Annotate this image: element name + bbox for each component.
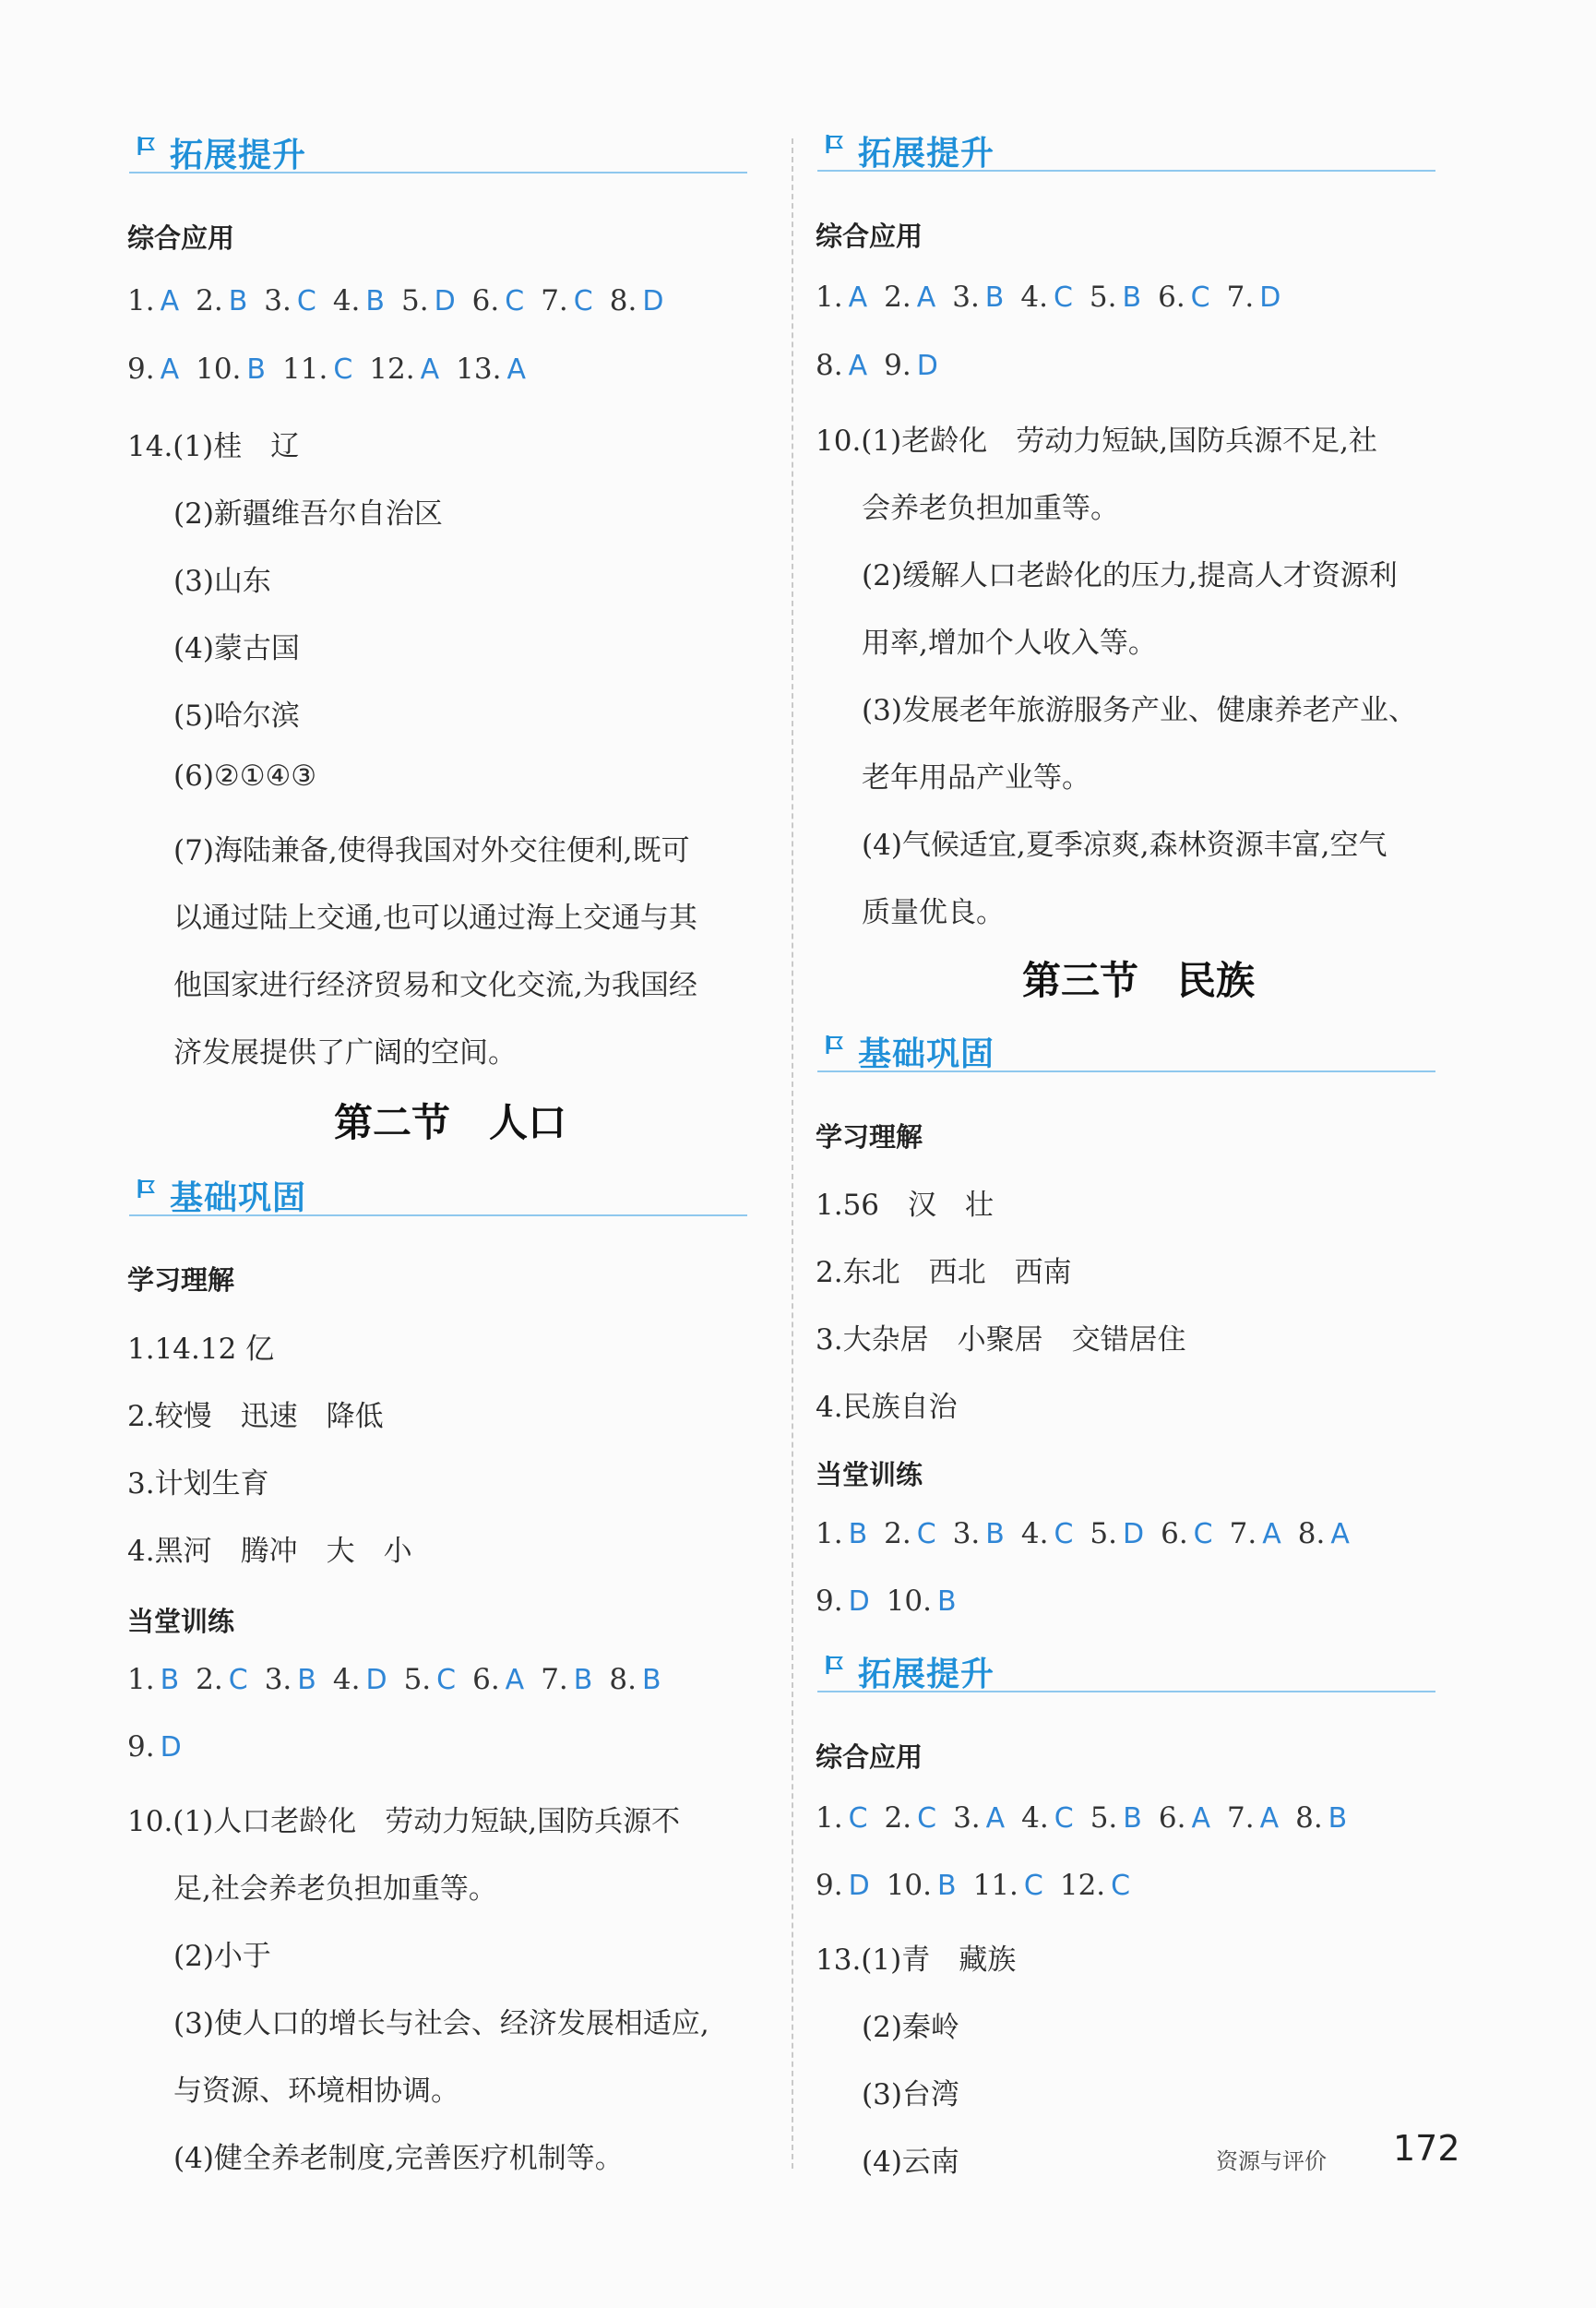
answer-letter: C: [848, 1802, 868, 1835]
answer-row: [816, 281, 1297, 314]
mc-answer: [816, 1517, 867, 1550]
answer-letter: A: [848, 350, 868, 382]
answer-row: [816, 1869, 1147, 1902]
answer-letter: A: [160, 353, 180, 386]
question-number: 9.: [127, 353, 155, 386]
question-number: 3.: [952, 1517, 981, 1550]
question-number: 10.: [886, 1869, 932, 1902]
mc-answer: [456, 353, 526, 386]
mc-answer: [816, 1801, 868, 1835]
mc-answer: [333, 1663, 387, 1696]
section-header-rule: [129, 172, 747, 173]
answer-line: 质量优良。: [862, 896, 1005, 929]
answer-letter: D: [1122, 1518, 1145, 1550]
answer-letter: B: [1328, 1802, 1348, 1835]
mc-answer: [127, 1730, 182, 1764]
subsection-label: 当堂训练: [127, 1606, 235, 1637]
question-number: 9.: [816, 1585, 843, 1618]
answer-line: 4.黑河 腾冲 大 小: [127, 1535, 412, 1568]
question-number: 7.: [1226, 1801, 1255, 1835]
mc-answer: [196, 1663, 248, 1696]
subsection-label: 当堂训练: [816, 1459, 923, 1490]
section-header-rule: [817, 1070, 1435, 1072]
answer-letter: D: [1259, 281, 1281, 314]
answer-letter: C: [916, 1518, 936, 1550]
answer-line: (2)小于: [173, 1940, 271, 1973]
mc-answer: [1021, 1801, 1074, 1835]
mc-answer: [401, 284, 456, 317]
mc-answer: [609, 1663, 661, 1696]
question-number: 2.: [884, 281, 911, 314]
mc-answer: [1090, 1517, 1144, 1550]
mc-answer: [816, 349, 867, 382]
question-number: 12.: [369, 353, 415, 386]
answer-letter: A: [916, 281, 936, 314]
question-number: 10.: [196, 353, 242, 386]
question-number: 5.: [1090, 1801, 1118, 1835]
answer-letter: A: [420, 353, 440, 386]
mc-answer: [884, 1517, 936, 1550]
answer-row: [816, 349, 955, 382]
answer-row: [816, 1517, 1366, 1550]
answer-letter: C: [1054, 1518, 1074, 1550]
question-number: 3.: [264, 1663, 292, 1696]
question-number: 10.: [886, 1585, 932, 1618]
mc-answer: [369, 353, 439, 386]
answer-letter: B: [937, 1870, 957, 1902]
section-header-extension: [817, 1648, 1435, 1704]
answer-line: (3)使人口的增长与社会、经济发展相适应,: [173, 2007, 709, 2040]
mc-answer: [404, 1663, 457, 1696]
answer-line: 3.计划生育: [127, 1467, 269, 1501]
question-number: 5.: [1090, 1517, 1117, 1550]
question-number: 4.: [332, 284, 361, 317]
answer-letter: B: [297, 1664, 316, 1696]
answer-letter: A: [1259, 1802, 1280, 1835]
question-number: 1.: [816, 281, 843, 314]
answer-letter: A: [1330, 1518, 1350, 1550]
answer-letter: A: [1262, 1518, 1281, 1550]
subsection-label: 学习理解: [816, 1121, 923, 1153]
answer-line: 4.民族自治: [816, 1391, 958, 1424]
subsection-label: 综合应用: [816, 221, 923, 252]
section-header-rule: [129, 1214, 747, 1216]
section-header-title: 基础巩固: [170, 1179, 307, 1217]
answer-letter: C: [1053, 281, 1073, 314]
answer-letter: D: [848, 1870, 870, 1902]
answer-line: 2.东北 西北 西南: [816, 1256, 1072, 1289]
answer-letter: A: [1191, 1802, 1210, 1835]
mc-answer: [816, 1869, 870, 1902]
question-number: 6.: [472, 1663, 500, 1696]
mc-answer: [265, 1663, 316, 1696]
question-number: 7.: [1229, 1517, 1257, 1550]
answer-letter: C: [1193, 1518, 1213, 1550]
answer-letter: B: [641, 1664, 661, 1696]
mc-answer: [973, 1869, 1043, 1902]
question-number: 7.: [541, 284, 568, 317]
answer-letter: D: [160, 1731, 182, 1764]
question-number: 7.: [541, 1663, 568, 1696]
answer-line: (3)发展老年旅游服务产业、健康养老产业、: [862, 694, 1417, 727]
question-number: 2.: [884, 1801, 912, 1835]
question-number: 9.: [127, 1730, 155, 1764]
question-number: 1.: [127, 284, 155, 317]
answer-line: 10.(1)人口老龄化 劳动力短缺,国防兵源不: [127, 1805, 681, 1838]
bookmark-flag-icon: [137, 1178, 157, 1200]
answer-letter: D: [848, 1585, 870, 1618]
mc-answer: [127, 353, 179, 386]
question-number: 2.: [196, 1663, 223, 1696]
question-number: 7.: [1226, 281, 1255, 314]
mc-answer: [1227, 281, 1281, 314]
mc-answer: [953, 1801, 1005, 1835]
answer-letter: B: [228, 285, 248, 317]
answer-letter: A: [160, 285, 180, 317]
question-number: 8.: [816, 349, 843, 382]
answer-line: 10.(1)老龄化 劳动力短缺,国防兵源不足,社: [816, 425, 1377, 458]
answer-letter: B: [1123, 1802, 1142, 1835]
answer-row: [816, 1585, 973, 1618]
answer-line: 济发展提供了广阔的空间。: [173, 1036, 517, 1070]
question-number: 4.: [1020, 1517, 1049, 1550]
mc-answer: [196, 284, 247, 317]
answer-letter: B: [573, 1664, 593, 1696]
section-header-rule: [817, 170, 1435, 172]
mc-answer: [1295, 1801, 1347, 1835]
footer-book-label: 资源与评价: [1216, 2148, 1327, 2174]
mc-answer: [1021, 1517, 1074, 1550]
mc-answer: [1230, 1517, 1281, 1550]
mc-answer: [885, 1801, 937, 1835]
answer-letter: C: [296, 285, 316, 317]
answer-line: 他国家进行经济贸易和文化交流,为我国经: [173, 969, 697, 1002]
question-number: 4.: [1021, 1801, 1049, 1835]
answer-line: (2)新疆维吾尔自治区: [173, 497, 443, 531]
question-number: 6.: [471, 284, 500, 317]
section-title: 第二节 人口: [333, 1100, 566, 1145]
section-header-extension: [817, 127, 1435, 183]
mc-answer: [884, 281, 935, 314]
question-number: 3.: [953, 1801, 981, 1835]
answer-line: 老年用品产业等。: [862, 761, 1090, 795]
question-number: 4.: [332, 1663, 361, 1696]
question-number: 6.: [1158, 1801, 1186, 1835]
mc-answer: [887, 1869, 957, 1902]
section-header-title: 拓展提升: [170, 137, 307, 174]
bookmark-flag-icon: [825, 1034, 845, 1056]
question-number: 1.: [816, 1517, 843, 1550]
answer-letter: B: [365, 285, 385, 317]
answer-letter: C: [1054, 1802, 1074, 1835]
question-number: 13.: [456, 353, 502, 386]
answer-line: (7)海陆兼备,使得我国对外交往便利,既可: [173, 834, 690, 867]
answer-letter: A: [848, 281, 868, 314]
mc-answer: [472, 284, 525, 317]
answer-line: 足,社会养老负担加重等。: [173, 1872, 497, 1906]
answer-line: (6)②①④③: [173, 759, 317, 793]
answer-letter: B: [985, 1518, 1005, 1550]
mc-answer: [816, 281, 867, 314]
question-number: 8.: [1295, 1801, 1323, 1835]
mc-answer: [541, 1663, 592, 1696]
answer-letter: C: [505, 285, 525, 317]
question-number: 5.: [403, 1663, 432, 1696]
answer-line: (4)云南: [862, 2146, 959, 2179]
mc-answer: [884, 349, 938, 382]
section-header-basics: [129, 1172, 747, 1227]
section-header-basics: [817, 1028, 1435, 1083]
answer-letter: C: [228, 1664, 248, 1696]
mc-answer: [1227, 1801, 1279, 1835]
answer-row: [127, 1663, 678, 1696]
mc-answer: [953, 1517, 1005, 1550]
mc-answer: [282, 353, 352, 386]
mc-answer: [952, 281, 1004, 314]
answer-letter: D: [916, 350, 938, 382]
answer-line: 以通过陆上交通,也可以通过海上交通与其: [173, 902, 697, 935]
answer-line: 1.56 汉 壮: [816, 1189, 995, 1222]
section-header-title: 拓展提升: [858, 1656, 995, 1693]
section-header-rule: [817, 1691, 1435, 1692]
question-number: 4.: [1020, 281, 1048, 314]
mc-answer: [333, 284, 385, 317]
answer-letter: C: [1190, 281, 1210, 314]
answer-letter: A: [985, 1802, 1006, 1835]
subsection-label: 综合应用: [816, 1741, 923, 1773]
mc-answer: [264, 284, 316, 317]
answer-row: [816, 1801, 1364, 1835]
mc-answer: [472, 1663, 524, 1696]
mc-answer: [1298, 1517, 1350, 1550]
answer-letter: B: [246, 353, 267, 386]
answer-letter: C: [1023, 1870, 1043, 1902]
answer-line: (2)秦岭: [862, 2011, 959, 2044]
question-number: 8.: [609, 1663, 637, 1696]
answer-letter: A: [506, 353, 526, 386]
answer-line: 会养老负担加重等。: [862, 492, 1119, 525]
answer-line: 2.较慢 迅速 降低: [127, 1400, 384, 1433]
answer-line: 13.(1)青 藏族: [816, 1943, 1017, 1977]
question-number: 5.: [400, 284, 429, 317]
mc-answer: [1090, 281, 1141, 314]
question-number: 3.: [264, 284, 292, 317]
answer-letter: B: [984, 281, 1005, 314]
answer-letter: C: [436, 1664, 457, 1696]
answer-line: (3)山东: [173, 565, 271, 598]
mc-answer: [127, 1663, 179, 1696]
question-number: 8.: [609, 284, 637, 317]
question-number: 1.: [127, 1663, 155, 1696]
answer-row: [127, 284, 680, 317]
question-number: 5.: [1089, 281, 1117, 314]
answer-letter: C: [917, 1802, 937, 1835]
answer-letter: A: [505, 1664, 525, 1696]
section-header-title: 基础巩固: [858, 1035, 995, 1073]
answer-line: (4)气候适宜,夏季凉爽,森林资源丰富,空气: [862, 829, 1388, 862]
question-number: 6.: [1161, 1517, 1188, 1550]
answer-line: 3.大杂居 小聚居 交错居住: [816, 1323, 1186, 1357]
answer-letter: C: [1111, 1870, 1131, 1902]
answer-letter: B: [848, 1518, 868, 1550]
section-header-title: 拓展提升: [858, 135, 995, 173]
question-number: 2.: [884, 1517, 911, 1550]
answer-letter: B: [1122, 281, 1142, 314]
mc-answer: [1159, 1801, 1210, 1835]
answer-line: 用率,增加个人收入等。: [862, 627, 1157, 660]
mc-answer: [1060, 1869, 1130, 1902]
mc-answer: [610, 284, 664, 317]
section-header-extension: [129, 129, 747, 185]
answer-row: [127, 353, 542, 386]
answer-line: (5)哈尔滨: [173, 700, 300, 733]
question-number: 8.: [1297, 1517, 1326, 1550]
column-divider: [792, 138, 793, 2169]
answer-letter: C: [333, 353, 353, 386]
question-number: 1.: [816, 1801, 843, 1835]
answer-letter: D: [365, 1664, 387, 1696]
mc-answer: [887, 1585, 957, 1618]
subsection-label: 综合应用: [127, 222, 235, 254]
subsection-label: 学习理解: [127, 1264, 235, 1296]
answer-letter: D: [642, 285, 664, 317]
question-number: 12.: [1059, 1869, 1106, 1902]
answer-line: (4)健全养老制度,完善医疗机制等。: [173, 2142, 624, 2175]
mc-answer: [1161, 1517, 1213, 1550]
answer-line: (4)蒙古国: [173, 632, 300, 665]
answer-letter: C: [573, 285, 593, 317]
answer-line: 1.14.12 亿: [127, 1333, 275, 1366]
answer-letter: B: [160, 1664, 180, 1696]
question-number: 3.: [952, 281, 980, 314]
mc-answer: [1090, 1801, 1142, 1835]
mc-answer: [196, 353, 266, 386]
answer-line: (3)台湾: [862, 2078, 959, 2111]
answer-row: [127, 1730, 198, 1764]
question-number: 9.: [884, 349, 911, 382]
question-number: 11.: [972, 1869, 1018, 1902]
answer-letter: D: [434, 285, 456, 317]
section-title: 第三节 民族: [1021, 958, 1255, 1003]
bookmark-flag-icon: [825, 133, 845, 155]
question-number: 11.: [282, 353, 328, 386]
mc-answer: [816, 1585, 870, 1618]
mc-answer: [1158, 281, 1210, 314]
mc-answer: [541, 284, 593, 317]
answer-letter: B: [937, 1585, 957, 1618]
answer-line: 14.(1)桂 辽: [127, 430, 300, 463]
question-number: 9.: [816, 1869, 843, 1902]
answer-line: 与资源、环境相协调。: [173, 2075, 459, 2108]
mc-answer: [127, 284, 179, 317]
bookmark-flag-icon: [825, 1654, 845, 1676]
answer-line: (2)缓解人口老龄化的压力,提高人才资源利: [862, 559, 1398, 592]
question-number: 2.: [196, 284, 223, 317]
mc-answer: [1020, 281, 1073, 314]
bookmark-flag-icon: [137, 135, 157, 157]
question-number: 6.: [1158, 281, 1185, 314]
page-number: 172: [1393, 2128, 1460, 2169]
